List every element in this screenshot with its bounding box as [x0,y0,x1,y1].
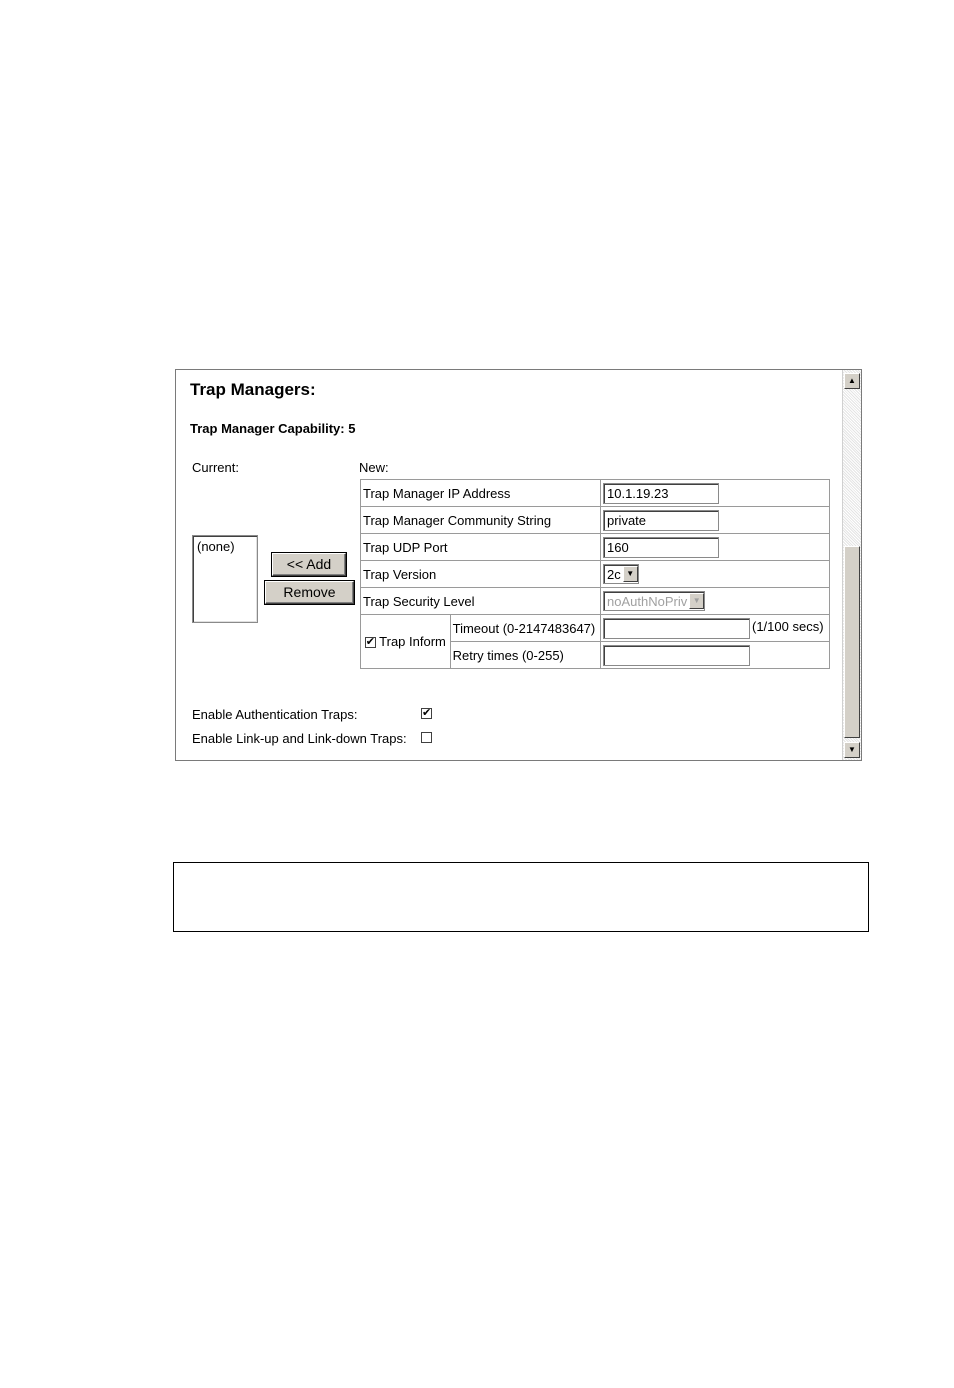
ip-address-label: Trap Manager IP Address [361,480,601,507]
current-label: Current: [192,460,239,475]
trap-version-label: Trap Version [361,561,601,588]
trap-managers-window [175,369,862,761]
trap-managers-panel [176,370,842,760]
scroll-down-icon[interactable]: ▼ [844,742,860,758]
security-level-select [603,591,705,611]
chevron-down-icon: ▼ [689,593,704,609]
trap-inform-cell [361,615,451,669]
auth-traps-label: Enable Authentication Traps: [192,707,358,722]
timeout-unit: (1/100 secs) [752,619,824,635]
table-row [361,480,830,507]
chevron-down-icon[interactable]: ▼ [623,566,638,582]
security-level-value: noAuthNoPriv [607,593,688,609]
table-row [361,534,830,561]
trap-version-select[interactable] [603,564,639,584]
timeout-label: Timeout (0-2147483647) [450,615,600,642]
trap-version-value: 2c [607,566,621,582]
ip-address-input[interactable]: 10.1.19.23 [603,483,719,504]
table-row [361,507,830,534]
udp-port-input[interactable]: 160 [603,537,719,558]
community-string-input[interactable]: private [603,510,719,531]
link-traps-label: Enable Link-up and Link-down Traps: [192,731,407,746]
remove-button[interactable]: Remove [265,581,354,604]
community-string-label: Trap Manager Community String [361,507,601,534]
scroll-up-icon[interactable]: ▲ [844,373,860,389]
table-row [361,615,830,642]
table-row [361,561,830,588]
retry-times-label: Retry times (0-255) [450,642,600,669]
note-box [173,862,869,932]
trap-manager-capability: Trap Manager Capability: 5 [190,421,356,436]
udp-port-label: Trap UDP Port [361,534,601,561]
retry-times-input[interactable] [603,645,750,666]
trap-inform-checkbox[interactable]: ✔ [365,636,375,649]
timeout-input[interactable] [603,618,750,639]
table-row [361,588,830,615]
vertical-scrollbar[interactable] [842,370,861,760]
link-traps-checkbox[interactable] [421,732,432,743]
trap-inform-label: Trap Inform [379,634,446,649]
security-level-label: Trap Security Level [361,588,601,615]
scrollbar-thumb[interactable] [844,546,860,738]
page-title: Trap Managers: [190,380,316,399]
current-trap-managers-list[interactable] [192,535,258,623]
auth-traps-checkbox[interactable]: ✔ [422,707,432,719]
list-item[interactable]: (none) [197,539,235,554]
new-label: New: [359,460,389,475]
new-trap-manager-form [360,479,830,669]
add-button[interactable]: << Add [272,553,346,576]
